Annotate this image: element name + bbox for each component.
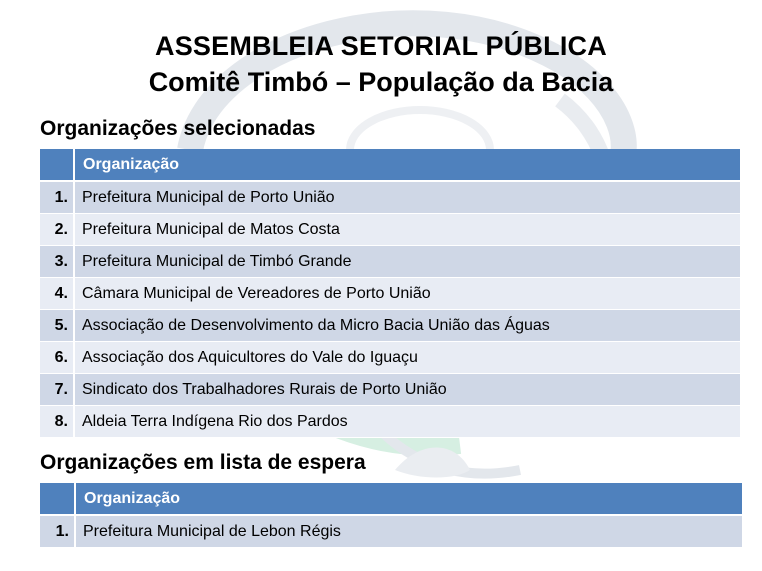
waitlist-heading: Organizações em lista de espera <box>40 451 366 474</box>
selected-heading: Organizações selecionadas <box>40 117 316 140</box>
organization-name: Aldeia Terra Indígena Rio dos Pardos <box>74 406 740 438</box>
row-number: 6. <box>40 342 74 374</box>
row-number: 1. <box>40 181 74 214</box>
organization-name: Prefeitura Municipal de Matos Costa <box>74 214 740 246</box>
organization-name: Associação dos Aquicultores do Vale do Iguaçu <box>74 342 740 374</box>
organization-name: Prefeitura Municipal de Timbó Grande <box>74 246 740 278</box>
organization-name: Associação de Desenvolvimento da Micro Bacia União das Águas <box>74 310 740 342</box>
table-header-row <box>40 149 740 181</box>
row-number: 3. <box>40 246 74 278</box>
table-row <box>40 374 740 406</box>
selected-organizations-table <box>40 149 740 438</box>
number-column-header <box>40 149 74 181</box>
row-number: 7. <box>40 374 74 406</box>
organization-column-header: Organização <box>75 483 742 515</box>
organization-name: Câmara Municipal de Vereadores de Porto União <box>74 278 740 310</box>
row-number: 4. <box>40 278 74 310</box>
number-column-header <box>40 483 75 515</box>
page-title-line1: ASSEMBLEIA SETORIAL PÚBLICA <box>155 31 607 61</box>
organization-column-header: Organização <box>74 149 740 181</box>
row-number: 2. <box>40 214 74 246</box>
organization-name: Sindicato dos Trabalhadores Rurais de Porto União <box>74 374 740 406</box>
row-number: 1. <box>40 515 75 548</box>
table-row <box>40 342 740 374</box>
table-row <box>40 310 740 342</box>
table-row <box>40 406 740 438</box>
table-row <box>40 214 740 246</box>
row-number: 5. <box>40 310 74 342</box>
row-number: 8. <box>40 406 74 438</box>
page-title-line2: Comitê Timbó – População da Bacia <box>148 67 614 97</box>
waitlist-organizations-table <box>40 483 742 548</box>
table-row <box>40 246 740 278</box>
table-row <box>40 181 740 214</box>
table-header-row <box>40 483 742 515</box>
organization-name: Prefeitura Municipal de Lebon Régis <box>75 515 742 548</box>
table-row <box>40 515 742 548</box>
table-row <box>40 278 740 310</box>
organization-name: Prefeitura Municipal de Porto União <box>74 181 740 214</box>
